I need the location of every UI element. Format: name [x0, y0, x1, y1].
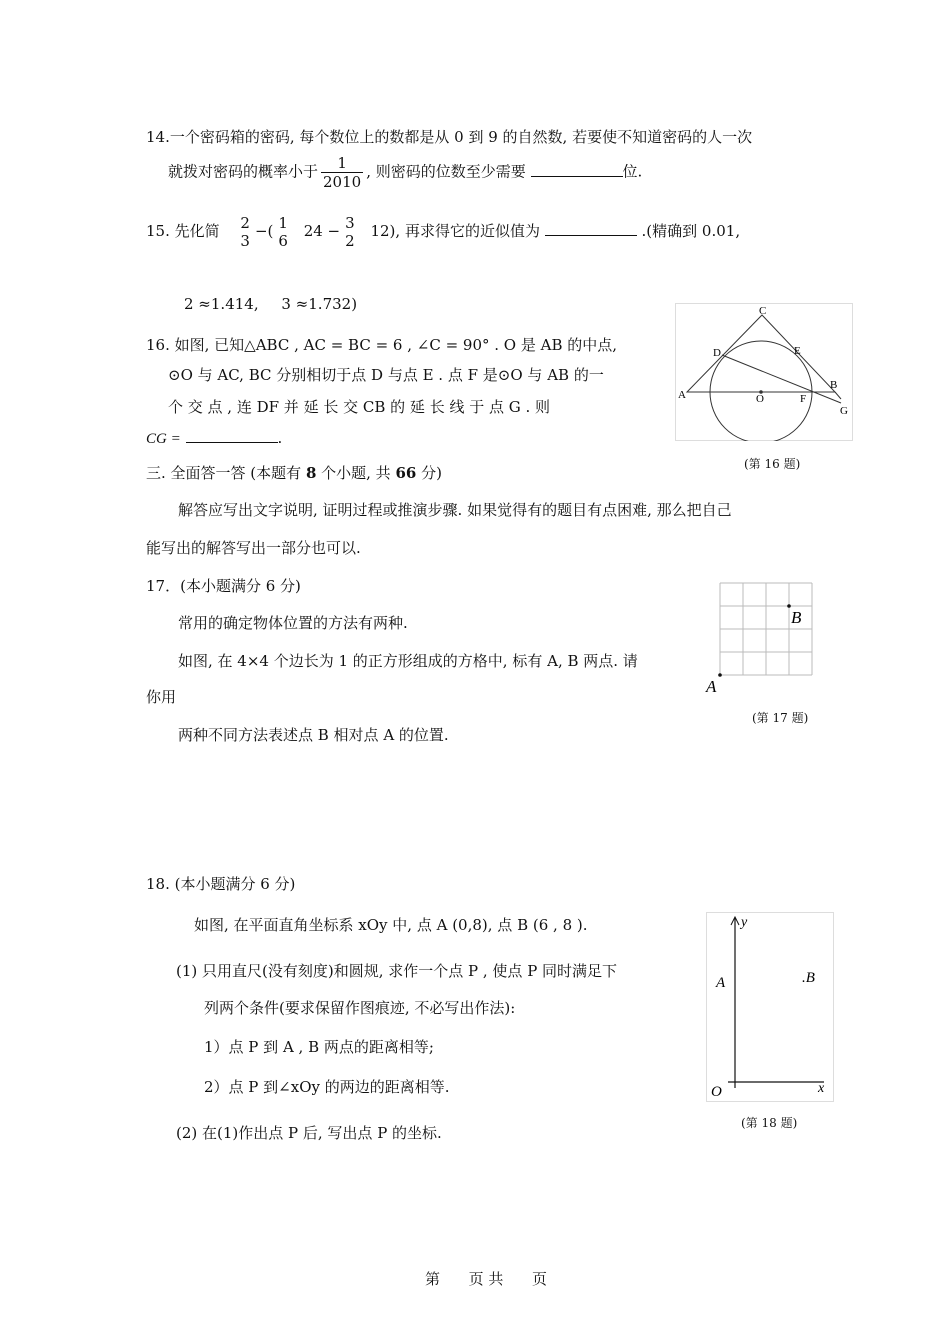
q15-f3-den: 2 [345, 232, 355, 250]
svg-text:.B: .B [802, 970, 815, 986]
q15-post: .(精确到 0.01, [641, 222, 741, 240]
q17-head: 17．(本小题满分 6 分) [146, 577, 301, 595]
svg-text:B: B [791, 608, 802, 627]
q18-caption: (第 18 题) [741, 1116, 798, 1130]
q16-line2: ⊙O 与 AC, BC 分别相切于点 D 与点 E . 点 F 是⊙O 与 AB 的一 [168, 366, 604, 384]
q15-f3-num: 3 [345, 214, 355, 232]
q14-line2 [168, 154, 642, 191]
svg-text:y: y [741, 915, 748, 930]
q15-f2-num: 1 [278, 214, 288, 232]
q15-minus-paren: −( [254, 222, 274, 240]
q16-period: . [277, 429, 283, 447]
q15-frac3 [343, 214, 357, 250]
svg-text:F: F [800, 393, 807, 405]
q16-figure [675, 303, 853, 441]
svg-text:x: x [818, 1081, 825, 1096]
q18-intro: 如图, 在平面直角坐标系 xOy 中, 点 A (0,8), 点 B (6 , 8 ). [194, 916, 588, 934]
q18-coordinate-figure [706, 912, 834, 1102]
q17-caption: (第 17 题) [752, 711, 809, 725]
q15-approx [184, 295, 357, 313]
q15-expr-24: 24 − [303, 222, 341, 240]
svg-text:E: E [794, 345, 801, 357]
q15-mid: , 再求得它的近似值为 [395, 222, 540, 240]
sec3-title-pre: 三. 全面答一答 (本题有 [146, 464, 306, 482]
svg-text:A: A [678, 389, 686, 401]
sec3-score: 66 [395, 464, 417, 482]
q14-frac-num: 1 [337, 154, 347, 172]
q18-c1: 1）点 P 到 A , B 两点的距离相等; [204, 1038, 434, 1056]
q16-answer-blank[interactable] [186, 426, 278, 443]
q15-line1 [146, 214, 740, 250]
svg-text:A: A [716, 975, 726, 991]
q15-frac2 [276, 214, 290, 250]
q18-head: 18. (本小题满分 6 分) [146, 875, 296, 893]
q15-answer-blank[interactable] [545, 219, 637, 236]
q15-f1-den: 3 [240, 232, 250, 250]
svg-text:D: D [713, 347, 721, 359]
sec3-title-mid: 个小题, 共 [316, 464, 396, 482]
svg-text:O: O [711, 1084, 722, 1100]
q16-line3: 个 交 点 , 连 DF 并 延 长 交 CB 的 延 长 线 于 点 G . 则 [168, 398, 551, 416]
q16-line1: 16. 如图, 已知△ABC , AC = BC = 6 , ∠C = 90° . O 是 AB 的中点, [146, 336, 618, 354]
q18-p1a: (1) 只用直尺(没有刻度)和圆规, 求作一个点 P , 使点 P 同时满足下 [176, 962, 618, 980]
q18-p1b: 列两个条件(要求保留作图痕迹, 不必写出作法): [204, 999, 516, 1017]
svg-text:O: O [756, 393, 764, 405]
section3-instr2: 能写出的解答写出一部分也可以. [146, 539, 361, 557]
q14-pre: 就拨对密码的概率小于 [168, 162, 319, 181]
q14-mid: , 则密码的位数至少需要 [366, 162, 526, 181]
section3-title [146, 462, 442, 483]
q17-l2: 如图, 在 4×4 个边长为 1 的正方形组成的方格中, 标有 A, B 两点. 请 [178, 652, 638, 670]
q15-f1-num: 2 [240, 214, 250, 232]
q14-answer-blank[interactable] [531, 160, 623, 177]
q15-expr-12: 12) [370, 222, 396, 240]
q16-caption: (第 16 题) [744, 457, 801, 471]
q16-line4 [146, 426, 282, 448]
q14-fraction [321, 154, 363, 191]
sec3-count: 8 [305, 464, 317, 482]
svg-text:G: G [840, 405, 848, 417]
q17-l1: 常用的确定物体位置的方法有两种. [178, 614, 408, 632]
q14-line1: 14.一个密码箱的密码, 每个数位上的数都是从 0 到 9 的自然数, 若要使不知道密码的人一次 [146, 128, 753, 146]
sec3-title-post: 分) [416, 464, 442, 482]
q14-post: 位. [622, 162, 643, 181]
q15-sqrt3: 3 ≈1.732) [281, 295, 358, 313]
q17-grid-figure [700, 580, 816, 696]
page-footer: 第 页 共 页 [425, 1270, 547, 1288]
q18-c2: 2）点 P 到∠xOy 的两边的距离相等. [204, 1078, 450, 1096]
section3-instr1: 解答应写出文字说明, 证明过程或推演步骤. 如果觉得有的题目有点困难, 那么把自己 [178, 501, 732, 519]
q15-frac1 [238, 214, 252, 250]
q15-sqrt2: 2 ≈1.414, [184, 295, 259, 313]
svg-text:C: C [759, 305, 767, 317]
q17-l3: 你用 [146, 688, 177, 706]
q18-p2: (2) 在(1)作出点 P 后, 写出点 P 的坐标. [176, 1124, 442, 1142]
q16-cg-label: CG = [146, 431, 181, 447]
q14-frac-den: 2010 [323, 173, 362, 191]
q17-l4: 两种不同方法表述点 B 相对点 A 的位置. [178, 726, 449, 744]
svg-text:B: B [830, 379, 838, 391]
q15-f2-den: 6 [278, 232, 288, 250]
q15-label: 15. 先化简 [146, 222, 220, 240]
svg-text:A: A [706, 677, 717, 696]
